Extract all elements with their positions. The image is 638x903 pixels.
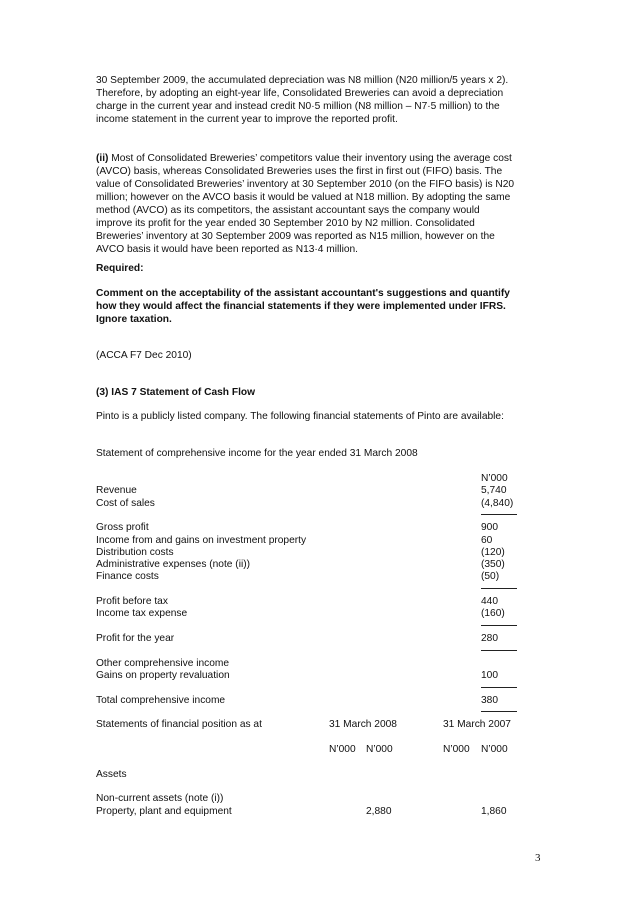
soci-row-value: (4,840): [481, 498, 514, 509]
soci-row-value: 900: [481, 522, 498, 533]
text-line: improve its profit for the year ended 30 September 2010 by N2 million. Consolidated: [96, 218, 475, 229]
intro-text: Pinto is a publicly listed company. The following financial statements of Pinto are available:: [96, 411, 504, 422]
soci-row-value: (50): [481, 571, 500, 582]
subtotal-rule: [481, 687, 517, 688]
subtotal-rule: [481, 588, 517, 589]
item-label: (ii): [96, 153, 109, 164]
soci-row-label: Other comprehensive income: [96, 658, 230, 669]
text-line: 30 September 2009, the accumulated depreciation was N8 million (N20 million/5 years x 2).: [96, 75, 509, 86]
source-reference: (ACCA F7 Dec 2010): [96, 350, 192, 361]
soci-row-value: (350): [481, 559, 505, 570]
soci-row-label: Cost of sales: [96, 498, 155, 509]
text-line: method (AVCO) as its competitors, the assistant accountant says the company would: [96, 205, 480, 216]
text-line: Breweries’ inventory at 30 September 2009 was reported as N15 million, however on the: [96, 231, 495, 242]
sofp-unit: N’000: [443, 744, 470, 755]
text-line: [96, 152, 556, 165]
sofp-col-2007: 31 March 2007: [443, 719, 511, 730]
sofp-col-2008: 31 March 2008: [329, 719, 397, 730]
soci-row-value: 440: [481, 596, 498, 607]
soci-row-label: Administrative expenses (note (ii)): [96, 559, 251, 570]
sofp-unit: N’000: [481, 744, 508, 755]
text-line: (AVCO) basis, whereas Consolidated Breweries uses the first in first out (FIFO) basis. The: [96, 166, 503, 177]
soci-row-label: Income from and gains on investment property: [96, 535, 307, 546]
soci-row-value: (120): [481, 547, 505, 558]
soci-row-label: Gross profit: [96, 522, 149, 533]
soci-row-label: Income tax expense: [96, 608, 188, 619]
soci-row-value: 380: [481, 695, 498, 706]
sofp-title: Statements of financial position as at: [96, 719, 262, 730]
text-line: income statement in the current year to improve the reported profit.: [96, 114, 398, 125]
total-rule: [481, 711, 517, 712]
subtotal-rule: [481, 625, 517, 626]
sofp-row-label: Property, plant and equipment: [96, 806, 232, 817]
soci-row-value: 60: [481, 535, 493, 546]
soci-title: Statement of comprehensive income for the year ended 31 March 2008: [96, 448, 418, 459]
sofp-unit: N’000: [329, 744, 356, 755]
subtotal-rule: [481, 514, 517, 515]
soci-row-label: Revenue: [96, 485, 137, 496]
sofp-nca-heading: Non-current assets (note (i)): [96, 793, 224, 804]
soci-row-label: Distribution costs: [96, 547, 174, 558]
soci-row-label: Profit for the year: [96, 633, 175, 644]
text-line: Ignore taxation.: [96, 314, 172, 325]
text-fragment: Most of Consolidated Breweries’ competitors value their inventory using the average cost: [108, 153, 512, 164]
text-line: AVCO basis it would have been reported as N13·4 million.: [96, 244, 358, 255]
text-line: million; however on the AVCO basis it would be valued at N18 million. By adopting the same: [96, 192, 511, 203]
paragraph-inventory: [96, 152, 556, 256]
soci-row-label: Finance costs: [96, 571, 159, 582]
required-heading: Required:: [96, 263, 144, 274]
soci-row-label: Profit before tax: [96, 596, 168, 607]
soci-row-value: 100: [481, 670, 498, 681]
soci-row-value: (160): [481, 608, 505, 619]
text-line: how they would affect the financial statements if they were implemented under IFRS.: [96, 301, 506, 312]
paragraph-depreciation: [96, 74, 556, 126]
text-line: value of Consolidated Breweries’ inventory at 30 September 2010 (on the FIFO basis) is N20: [96, 179, 515, 190]
sofp-row-value: 1,860: [481, 806, 507, 817]
soci-unit-header: N’000: [481, 473, 508, 484]
soci-row-value: 280: [481, 633, 498, 644]
text-line: charge in the current year and instead credit N0·5 million (N8 million – N7·5 million) to the: [96, 101, 500, 112]
sofp-row-value: 2,880: [366, 806, 392, 817]
subtotal-rule: [481, 650, 517, 651]
soci-row-value: 5,740: [481, 485, 507, 496]
soci-row-label: Gains on property revaluation: [96, 670, 230, 681]
section-heading: (3) IAS 7 Statement of Cash Flow: [96, 387, 256, 398]
text-line: Therefore, by adopting an eight-year life, Consolidated Breweries can avoid a depreciation: [96, 88, 504, 99]
required-text: [96, 287, 556, 326]
soci-row-label: Total comprehensive income: [96, 695, 226, 706]
sofp-assets-heading: Assets: [96, 769, 127, 780]
page-number: 3: [535, 852, 541, 864]
text-line: Comment on the acceptability of the assistant accountant's suggestions and quantify: [96, 288, 510, 299]
sofp-unit: N’000: [366, 744, 393, 755]
